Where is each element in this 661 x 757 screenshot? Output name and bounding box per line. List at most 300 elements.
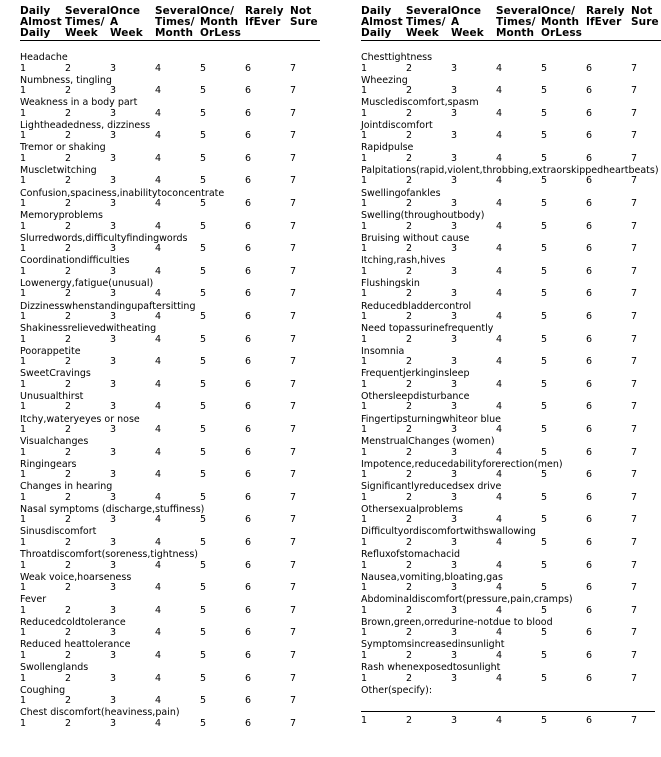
scale-option[interactable]: 7 (290, 311, 297, 323)
scale-option[interactable]: 6 (245, 672, 252, 684)
scale-option[interactable]: 2 (406, 175, 413, 187)
scale-option[interactable]: 1 (20, 198, 27, 210)
scale-option[interactable]: 4 (496, 649, 503, 661)
scale-option[interactable]: 3 (451, 401, 458, 413)
scale-option[interactable]: 4 (155, 220, 162, 232)
scale-option[interactable]: 1 (20, 85, 27, 97)
scale-option[interactable]: 3 (110, 175, 117, 187)
scale-option[interactable]: 7 (631, 175, 638, 187)
scale-option[interactable]: 2 (65, 536, 72, 548)
scale-option[interactable]: 3 (451, 491, 458, 503)
scale-option[interactable]: 7 (631, 62, 638, 74)
scale-option[interactable]: 2 (406, 491, 413, 503)
scale-option[interactable]: 1 (361, 378, 368, 390)
scale-option[interactable]: 6 (245, 62, 252, 74)
scale-option[interactable]: 4 (155, 672, 162, 684)
scale-option[interactable]: 6 (586, 446, 593, 458)
scale-option[interactable]: 7 (631, 424, 638, 435)
scale-option[interactable]: 1 (20, 695, 27, 707)
scale-option[interactable]: 1 (361, 714, 368, 726)
scale-option[interactable]: 6 (245, 107, 252, 119)
scale-option[interactable]: 5 (200, 559, 207, 571)
scale-option[interactable]: 2 (65, 198, 72, 210)
scale-option[interactable]: 4 (496, 672, 503, 684)
scale-option[interactable]: 3 (451, 243, 458, 255)
scale-option[interactable]: 1 (20, 491, 27, 503)
scale-option[interactable]: 3 (110, 514, 117, 526)
scale-option[interactable]: 4 (496, 401, 503, 413)
scale-option[interactable]: 3 (110, 130, 117, 142)
scale-option[interactable]: 1 (20, 469, 27, 481)
scale-option[interactable]: 1 (361, 288, 368, 300)
scale-option[interactable]: 1 (361, 107, 368, 119)
scale-option[interactable]: 1 (361, 130, 368, 142)
scale-option[interactable]: 7 (290, 446, 297, 458)
scale-option[interactable]: 5 (200, 536, 207, 548)
scale-option[interactable]: 6 (586, 424, 593, 435)
scale-option[interactable]: 6 (245, 288, 252, 300)
scale-option[interactable]: 1 (20, 604, 27, 616)
scale-option[interactable]: 3 (110, 220, 117, 232)
scale-option[interactable]: 3 (451, 288, 458, 300)
scale-option[interactable]: 2 (65, 130, 72, 142)
scale-option[interactable]: 3 (110, 333, 117, 345)
scale-option[interactable]: 5 (541, 175, 548, 187)
scale-option[interactable]: 2 (406, 265, 413, 277)
scale-option[interactable]: 7 (290, 604, 297, 616)
scale-option[interactable]: 5 (541, 152, 548, 164)
scale-option[interactable]: 7 (290, 175, 297, 187)
scale-option[interactable]: 2 (65, 649, 72, 661)
scale-option[interactable]: 5 (200, 198, 207, 210)
scale-option[interactable]: 6 (245, 649, 252, 661)
scale-option[interactable]: 4 (496, 469, 503, 481)
scale-option[interactable]: 2 (406, 152, 413, 164)
scale-option[interactable]: 6 (245, 265, 252, 277)
scale-option[interactable]: 7 (290, 672, 297, 684)
scale-option[interactable]: 7 (290, 491, 297, 503)
scale-option[interactable]: 6 (245, 311, 252, 323)
scale-option[interactable]: 3 (451, 649, 458, 661)
scale-option[interactable]: 1 (20, 130, 27, 142)
scale-option[interactable]: 7 (631, 491, 638, 503)
scale-option[interactable]: 2 (65, 717, 72, 729)
scale-option[interactable]: 4 (496, 198, 503, 210)
scale-option[interactable]: 4 (155, 469, 162, 481)
scale-option[interactable]: 2 (406, 198, 413, 210)
scale-option[interactable]: 2 (406, 401, 413, 413)
scale-option[interactable]: 5 (541, 130, 548, 142)
scale-option[interactable]: 1 (361, 198, 368, 210)
scale-option[interactable]: 4 (496, 356, 503, 368)
scale-option[interactable]: 7 (631, 220, 638, 232)
scale-option[interactable]: 1 (20, 220, 27, 232)
scale-option[interactable]: 4 (496, 446, 503, 458)
scale-option[interactable]: 7 (631, 627, 638, 639)
scale-option[interactable]: 5 (200, 62, 207, 74)
scale-option[interactable]: 1 (361, 672, 368, 684)
scale-option[interactable]: 5 (200, 672, 207, 684)
scale-option[interactable]: 5 (541, 714, 548, 726)
scale-option[interactable]: 6 (586, 107, 593, 119)
scale-option[interactable]: 2 (65, 107, 72, 119)
scale-option[interactable]: 7 (631, 333, 638, 345)
scale-option[interactable]: 2 (406, 424, 413, 435)
scale-option[interactable]: 2 (406, 378, 413, 390)
scale-option[interactable]: 3 (110, 717, 117, 729)
scale-option[interactable]: 3 (110, 243, 117, 255)
scale-option[interactable]: 4 (496, 265, 503, 277)
scale-option[interactable]: 3 (110, 672, 117, 684)
scale-option[interactable]: 5 (200, 446, 207, 458)
scale-option[interactable]: 4 (496, 514, 503, 526)
scale-option[interactable]: 3 (110, 62, 117, 74)
scale-option[interactable]: 2 (406, 582, 413, 594)
scale-option[interactable]: 6 (586, 714, 593, 726)
scale-option[interactable]: 5 (200, 491, 207, 503)
scale-option[interactable]: 3 (110, 604, 117, 616)
scale-option[interactable]: 4 (155, 401, 162, 413)
scale-option[interactable]: 3 (110, 311, 117, 323)
scale-option[interactable]: 4 (496, 311, 503, 323)
scale-option[interactable]: 4 (155, 717, 162, 729)
scale-option[interactable]: 5 (200, 604, 207, 616)
scale-option[interactable]: 3 (110, 446, 117, 458)
scale-option[interactable]: 5 (200, 582, 207, 594)
scale-option[interactable]: 3 (110, 356, 117, 368)
scale-option[interactable]: 2 (406, 333, 413, 345)
scale-option[interactable]: 3 (451, 714, 458, 726)
scale-option[interactable]: 7 (631, 401, 638, 413)
scale-option[interactable]: 6 (586, 311, 593, 323)
scale-option[interactable]: 7 (290, 536, 297, 548)
scale-option[interactable]: 1 (20, 514, 27, 526)
scale-option[interactable]: 2 (406, 62, 413, 74)
scale-option[interactable]: 5 (541, 107, 548, 119)
scale-option[interactable]: 4 (496, 582, 503, 594)
scale-option[interactable]: 3 (451, 536, 458, 548)
scale-option[interactable]: 3 (110, 559, 117, 571)
scale-option[interactable]: 5 (200, 469, 207, 481)
scale-option[interactable]: 3 (110, 582, 117, 594)
scale-option[interactable]: 4 (496, 220, 503, 232)
scale-option[interactable]: 1 (20, 649, 27, 661)
scale-option[interactable]: 5 (541, 333, 548, 345)
scale-option[interactable]: 5 (541, 62, 548, 74)
scale-option[interactable]: 3 (110, 469, 117, 481)
scale-option[interactable]: 1 (361, 582, 368, 594)
scale-option[interactable]: 7 (290, 265, 297, 277)
scale-option[interactable]: 4 (155, 198, 162, 210)
scale-option[interactable]: 5 (541, 424, 548, 435)
scale-option[interactable]: 5 (200, 175, 207, 187)
scale-option[interactable]: 5 (200, 356, 207, 368)
scale-option[interactable]: 1 (20, 356, 27, 368)
scale-option[interactable]: 4 (155, 378, 162, 390)
scale-option[interactable]: 4 (155, 333, 162, 345)
scale-option[interactable]: 4 (155, 175, 162, 187)
scale-option[interactable]: 4 (496, 333, 503, 345)
scale-option[interactable]: 5 (200, 424, 207, 435)
scale-option[interactable]: 6 (245, 446, 252, 458)
scale-option[interactable]: 1 (20, 401, 27, 413)
scale-option[interactable]: 7 (290, 424, 297, 435)
scale-option[interactable]: 5 (541, 265, 548, 277)
scale-option[interactable]: 2 (65, 514, 72, 526)
scale-option[interactable]: 1 (20, 333, 27, 345)
scale-option[interactable]: 5 (541, 288, 548, 300)
scale-option[interactable]: 3 (451, 469, 458, 481)
scale-option[interactable]: 2 (65, 288, 72, 300)
scale-option[interactable]: 5 (541, 604, 548, 616)
scale-option[interactable]: 5 (200, 401, 207, 413)
scale-option[interactable]: 5 (200, 85, 207, 97)
scale-option[interactable]: 3 (451, 672, 458, 684)
scale-option[interactable]: 4 (155, 311, 162, 323)
scale-option[interactable]: 3 (451, 333, 458, 345)
scale-option[interactable]: 6 (586, 356, 593, 368)
scale-option[interactable]: 2 (65, 695, 72, 707)
scale-option[interactable]: 4 (155, 265, 162, 277)
scale-option[interactable]: 5 (541, 649, 548, 661)
scale-option[interactable]: 2 (65, 333, 72, 345)
scale-option[interactable]: 4 (496, 424, 503, 435)
scale-option[interactable]: 6 (245, 424, 252, 435)
scale-option[interactable]: 7 (290, 649, 297, 661)
scale-option[interactable]: 7 (631, 130, 638, 142)
scale-option[interactable]: 1 (361, 559, 368, 571)
scale-option[interactable]: 4 (155, 356, 162, 368)
scale-option[interactable]: 4 (155, 288, 162, 300)
scale-option[interactable]: 2 (406, 469, 413, 481)
scale-option[interactable]: 4 (155, 559, 162, 571)
scale-option[interactable]: 2 (65, 446, 72, 458)
scale-option[interactable]: 4 (496, 130, 503, 142)
scale-option[interactable]: 3 (451, 424, 458, 435)
scale-option[interactable]: 3 (110, 627, 117, 639)
scale-option[interactable]: 1 (20, 559, 27, 571)
scale-option[interactable]: 3 (451, 130, 458, 142)
scale-option[interactable]: 5 (200, 243, 207, 255)
scale-option[interactable]: 2 (65, 175, 72, 187)
scale-option[interactable]: 5 (541, 311, 548, 323)
scale-option[interactable]: 3 (451, 85, 458, 97)
scale-option[interactable]: 4 (155, 695, 162, 707)
scale-option[interactable]: 1 (361, 85, 368, 97)
scale-option[interactable]: 2 (65, 243, 72, 255)
scale-option[interactable]: 5 (541, 627, 548, 639)
scale-option[interactable]: 3 (110, 491, 117, 503)
scale-option[interactable]: 6 (586, 649, 593, 661)
scale-option[interactable]: 1 (20, 582, 27, 594)
scale-option[interactable]: 3 (451, 446, 458, 458)
scale-option[interactable]: 3 (110, 265, 117, 277)
scale-option[interactable]: 6 (586, 469, 593, 481)
scale-option[interactable]: 7 (631, 198, 638, 210)
scale-option[interactable]: 7 (290, 627, 297, 639)
scale-option[interactable]: 7 (290, 514, 297, 526)
scale-option[interactable]: 7 (290, 356, 297, 368)
scale-option[interactable]: 6 (586, 265, 593, 277)
scale-option[interactable]: 7 (290, 401, 297, 413)
scale-option[interactable]: 7 (290, 333, 297, 345)
scale-option[interactable]: 5 (541, 446, 548, 458)
scale-option[interactable]: 1 (20, 424, 27, 435)
scale-option[interactable]: 1 (361, 536, 368, 548)
scale-option[interactable]: 1 (361, 491, 368, 503)
scale-option[interactable]: 2 (65, 311, 72, 323)
scale-option[interactable]: 3 (451, 62, 458, 74)
scale-option[interactable]: 7 (290, 130, 297, 142)
scale-option[interactable]: 2 (65, 627, 72, 639)
scale-option[interactable]: 5 (541, 514, 548, 526)
scale-option[interactable]: 4 (155, 627, 162, 639)
scale-option[interactable]: 6 (245, 130, 252, 142)
scale-option[interactable]: 3 (451, 514, 458, 526)
scale-option[interactable]: 6 (245, 604, 252, 616)
scale-option[interactable]: 7 (631, 356, 638, 368)
scale-option[interactable]: 4 (155, 85, 162, 97)
scale-option[interactable]: 1 (361, 424, 368, 435)
scale-option[interactable]: 5 (541, 85, 548, 97)
scale-option[interactable]: 7 (631, 107, 638, 119)
scale-option[interactable]: 1 (20, 446, 27, 458)
scale-option[interactable]: 5 (541, 243, 548, 255)
scale-option[interactable]: 5 (200, 311, 207, 323)
scale-option[interactable]: 7 (631, 85, 638, 97)
scale-option[interactable]: 6 (586, 288, 593, 300)
scale-option[interactable]: 5 (541, 672, 548, 684)
scale-option[interactable]: 7 (290, 582, 297, 594)
other-specify-line[interactable] (361, 711, 655, 712)
scale-option[interactable]: 5 (200, 265, 207, 277)
scale-option[interactable]: 3 (110, 85, 117, 97)
scale-option[interactable]: 4 (155, 130, 162, 142)
scale-option[interactable]: 4 (496, 175, 503, 187)
scale-option[interactable]: 2 (406, 649, 413, 661)
scale-option[interactable]: 5 (200, 152, 207, 164)
scale-option[interactable]: 5 (200, 378, 207, 390)
scale-option[interactable]: 7 (631, 714, 638, 726)
scale-option[interactable]: 3 (110, 288, 117, 300)
scale-option[interactable]: 6 (586, 220, 593, 232)
scale-option[interactable]: 6 (586, 85, 593, 97)
scale-option[interactable]: 1 (20, 175, 27, 187)
scale-option[interactable]: 6 (586, 152, 593, 164)
scale-option[interactable]: 1 (361, 649, 368, 661)
scale-option[interactable]: 2 (406, 446, 413, 458)
scale-option[interactable]: 3 (451, 604, 458, 616)
scale-option[interactable]: 5 (541, 356, 548, 368)
scale-option[interactable]: 7 (631, 649, 638, 661)
scale-option[interactable]: 3 (110, 152, 117, 164)
scale-option[interactable]: 1 (20, 536, 27, 548)
scale-option[interactable]: 1 (361, 446, 368, 458)
scale-option[interactable]: 2 (65, 401, 72, 413)
scale-option[interactable]: 4 (496, 604, 503, 616)
scale-option[interactable]: 1 (361, 627, 368, 639)
scale-option[interactable]: 6 (586, 627, 593, 639)
scale-option[interactable]: 3 (451, 627, 458, 639)
scale-option[interactable]: 5 (200, 130, 207, 142)
scale-option[interactable]: 6 (586, 672, 593, 684)
scale-option[interactable]: 7 (290, 198, 297, 210)
scale-option[interactable]: 2 (406, 604, 413, 616)
scale-option[interactable]: 7 (631, 243, 638, 255)
scale-option[interactable]: 1 (361, 265, 368, 277)
scale-option[interactable]: 6 (245, 627, 252, 639)
scale-option[interactable]: 1 (361, 152, 368, 164)
scale-option[interactable]: 4 (155, 514, 162, 526)
scale-option[interactable]: 5 (541, 582, 548, 594)
scale-option[interactable]: 6 (586, 130, 593, 142)
scale-option[interactable]: 5 (200, 288, 207, 300)
scale-option[interactable]: 3 (451, 265, 458, 277)
scale-option[interactable]: 1 (20, 152, 27, 164)
scale-option[interactable]: 7 (631, 469, 638, 481)
scale-option[interactable]: 4 (496, 627, 503, 639)
scale-option[interactable]: 5 (200, 333, 207, 345)
scale-option[interactable]: 1 (361, 401, 368, 413)
scale-option[interactable]: 6 (586, 582, 593, 594)
scale-option[interactable]: 7 (290, 469, 297, 481)
scale-option[interactable]: 3 (451, 582, 458, 594)
scale-option[interactable]: 6 (586, 401, 593, 413)
scale-option[interactable]: 2 (65, 604, 72, 616)
scale-option[interactable]: 6 (586, 198, 593, 210)
scale-option[interactable]: 1 (20, 243, 27, 255)
scale-option[interactable]: 2 (406, 714, 413, 726)
scale-option[interactable]: 1 (20, 107, 27, 119)
scale-option[interactable]: 7 (631, 446, 638, 458)
scale-option[interactable]: 7 (631, 288, 638, 300)
scale-option[interactable]: 4 (155, 446, 162, 458)
scale-option[interactable]: 1 (20, 672, 27, 684)
scale-option[interactable]: 5 (200, 107, 207, 119)
scale-option[interactable]: 1 (361, 333, 368, 345)
scale-option[interactable]: 5 (541, 559, 548, 571)
scale-option[interactable]: 6 (245, 559, 252, 571)
scale-option[interactable]: 2 (65, 356, 72, 368)
scale-option[interactable]: 6 (245, 717, 252, 729)
scale-option[interactable]: 5 (200, 649, 207, 661)
scale-option[interactable]: 7 (631, 311, 638, 323)
scale-option[interactable]: 6 (586, 559, 593, 571)
scale-option[interactable]: 1 (20, 627, 27, 639)
scale-option[interactable]: 2 (65, 424, 72, 435)
scale-option[interactable]: 1 (361, 356, 368, 368)
scale-option[interactable]: 1 (20, 62, 27, 74)
scale-option[interactable]: 7 (631, 378, 638, 390)
scale-option[interactable]: 1 (361, 514, 368, 526)
scale-option[interactable]: 1 (361, 220, 368, 232)
scale-option[interactable]: 1 (361, 311, 368, 323)
scale-option[interactable]: 4 (155, 62, 162, 74)
scale-option[interactable]: 5 (541, 491, 548, 503)
scale-option[interactable]: 1 (361, 604, 368, 616)
scale-option[interactable]: 3 (110, 198, 117, 210)
scale-option[interactable]: 3 (451, 378, 458, 390)
scale-option[interactable]: 2 (406, 672, 413, 684)
scale-option[interactable]: 4 (155, 243, 162, 255)
scale-option[interactable]: 7 (290, 152, 297, 164)
scale-option[interactable]: 7 (631, 559, 638, 571)
scale-option[interactable]: 7 (290, 85, 297, 97)
scale-option[interactable]: 1 (20, 265, 27, 277)
scale-option[interactable]: 4 (155, 604, 162, 616)
scale-option[interactable]: 4 (155, 491, 162, 503)
scale-option[interactable]: 2 (65, 152, 72, 164)
